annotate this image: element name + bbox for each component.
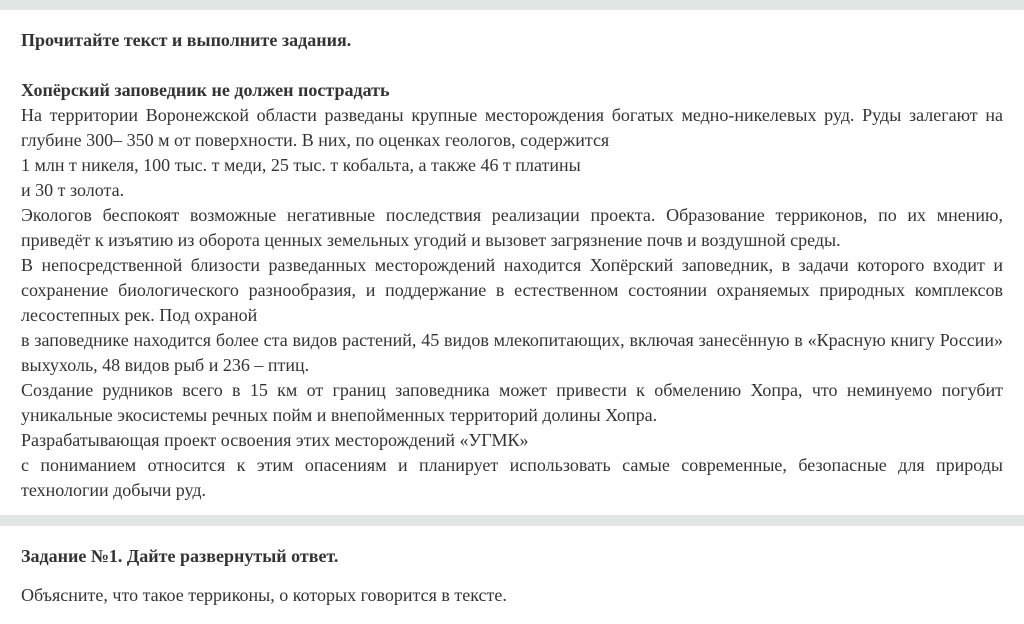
article [21, 78, 1003, 503]
article-paragraph: 1 млн т никеля, 100 тыс. т меди, 25 тыс. т кобальта, а также 46 т платины [21, 155, 581, 175]
article-title: Хопёрский заповедник не должен пострадать [21, 80, 390, 100]
instruction-text: Прочитайте текст и выполните задания. [21, 30, 352, 50]
reading-section [0, 10, 1024, 515]
task-prompt: Объясните, что такое терриконы, о которых говорится в тексте. [21, 585, 507, 605]
article-paragraph: Экологов беспокоят возможные негативные последствия реализации проекта. Образование терриконов, по их мнению, приведёт к изъятию из оборота ценных земельных угодий и вызовет загрязнение почв и воздушной среды. [21, 205, 1003, 250]
article-paragraph: В непосредственной близости разведанных месторождений находится Хопёрский заповедник, в задачи которого входит и сохранение биологического разнообразия, и поддержание в естественном состоянии охраняемых природных комплексов лесостепных рек. Под охраной [21, 255, 1003, 325]
article-paragraph: Создание рудников всего в 15 км от границ заповедника может привести к обмелению Хопра, что неминуемо погубит уникальные экосистемы речных пойм и внепойменных территорий долины Хопра. [21, 380, 1003, 425]
section-divider-bar [0, 515, 1024, 526]
task-heading: Задание №1. Дайте развернутый ответ. [21, 546, 339, 566]
article-paragraph: с пониманием относится к этим опасениям и планирует использовать самые современные, безопасные для природы технологии добычи руд. [21, 455, 1003, 500]
article-paragraph: На территории Воронежской области разведаны крупные месторождения богатых медно-никелевых руд. Руды залегают на глубине 300– 350 м от поверхности. В них, по оценках геологов, содержится [21, 105, 1003, 150]
article-paragraph: и 30 т золота. [21, 180, 125, 200]
top-divider-bar [0, 0, 1024, 10]
task-section [0, 526, 1024, 620]
article-paragraph: Разрабатывающая проект освоения этих месторождений «УГМК» [21, 430, 529, 450]
article-paragraph: в заповеднике находится более ста видов растений, 45 видов млекопитающих, включая занесённую в «Красную книгу России» выхухоль, 48 видов рыб и 236 – птиц. [21, 330, 1003, 375]
